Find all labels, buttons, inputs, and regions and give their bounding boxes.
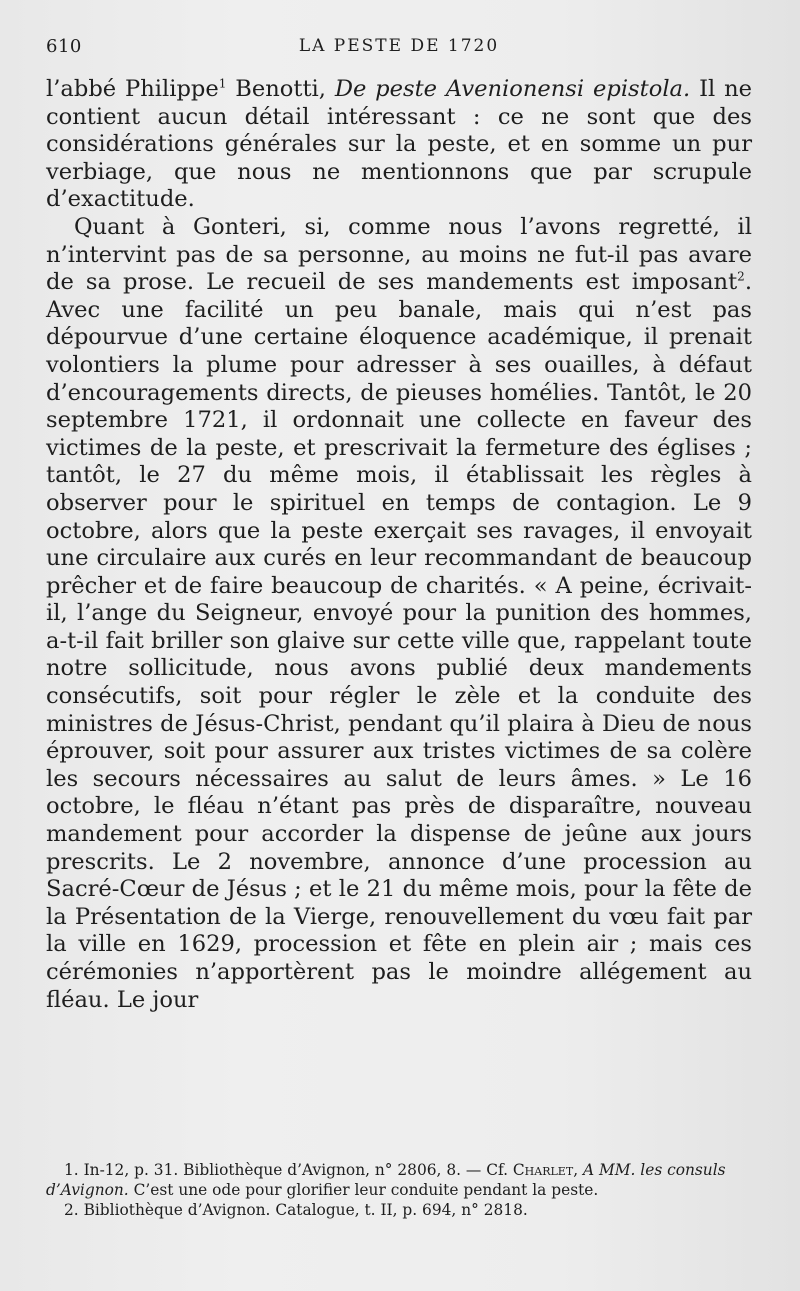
body-text (46, 76, 752, 1014)
footnote-1-text-a: 1. In-12, p. 31. Bibliothèque d’Avignon, n° 2806, 8. — Cf. (64, 1161, 513, 1179)
footnote-1-text-c: C’est une ode pour glorifier leur conduite pendant la peste. (128, 1181, 599, 1199)
footnote-2: 2. Bibliothèque d’Avignon. Catalogue, t. II, p. 694, n° 2818. (64, 1201, 528, 1219)
paragraph-1-text-c: Il ne contient aucun détail intéressant : ce ne sont que des considérations générales sur la peste, et en somme un pur verbiage, que nous ne mentionnons que par scrupule d’exactitude. (46, 76, 752, 213)
footnote-1-title: A MM. les consuls d’Avignon. (46, 1161, 726, 1199)
footnote-1 (46, 1160, 752, 1200)
footnote-1-text-b: , (573, 1161, 583, 1179)
footnote-1-author: Charlet (512, 1161, 574, 1179)
paragraph-1 (46, 76, 752, 214)
footnote-ref-1: 1 (218, 76, 227, 91)
running-title: LA PESTE DE 1720 (298, 36, 500, 56)
work-title: De peste Avenionensi epistola. (334, 76, 691, 102)
page-number: 610 (46, 36, 82, 57)
running-head (46, 36, 752, 60)
paragraph-2 (46, 214, 752, 1014)
paragraph-1-text-b: Benotti, (226, 76, 335, 102)
paragraph-1-text-a: l’abbé Philippe (46, 76, 219, 102)
footnote-ref-2: 2 (737, 269, 745, 284)
paragraph-2-text-b: . Avec une facilité un peu banale, mais qui n’est pas dépourvue d’une certaine éloquence académique, il prenait volontiers la plume pour adresser à ses ouailles, à défaut d’encouragements directs, de pieuses homélies. Tantôt, le 20 septembre 1721, il ordonnait une collecte en faveur des victimes de la peste, et prescrivait la fermeture des églises ; tantôt, le 27 du même mois, il établissait les règles à observer pour le spirituel en temps de contagion. Le 9 octobre, alors que la peste exerçait ses ravages, il envoyait une circulaire aux curés en leur recommandant de beaucoup prêcher et de faire beaucoup de charités. « A peine, écrivait-il, l’ange du Seigneur, envoyé pour la punition des hommes, a-t-il fait briller son glaive sur cette ville que, rappelant toute notre sollicitude, nous avons publié deux mandements consécutifs, soit pour régler le zèle et la conduite des ministres de Jésus-Christ, pendant qu’il plaira à Dieu de nous éprouver, soit pour assurer aux tristes victimes de sa colère les secours nécessaires au salut de leurs âmes. » Le 16 octobre, le fléau n’étant pas près de disparaître, nouveau mandement pour accorder la dispense de jeûne aux jours prescrits. Le 2 novembre, annonce d’une procession au Sacré-Cœur de Jésus ; et le 21 du même mois, pour la fête de la Présentation de la Vierge, renouvellement du vœu fait par la ville en 1629, procession et fête en plein air ; mais ces cérémonies n’apportèrent pas le moindre allégement au fléau. Le jour (46, 269, 752, 1013)
footnotes (46, 1160, 752, 1220)
paragraph-2-text-a: Quant à Gonteri, si, comme nous l’avons regretté, il n’intervint pas de sa personne, au moins ne fut-il pas avare de sa prose. Le recueil de ses mandements est imposant (46, 213, 752, 296)
